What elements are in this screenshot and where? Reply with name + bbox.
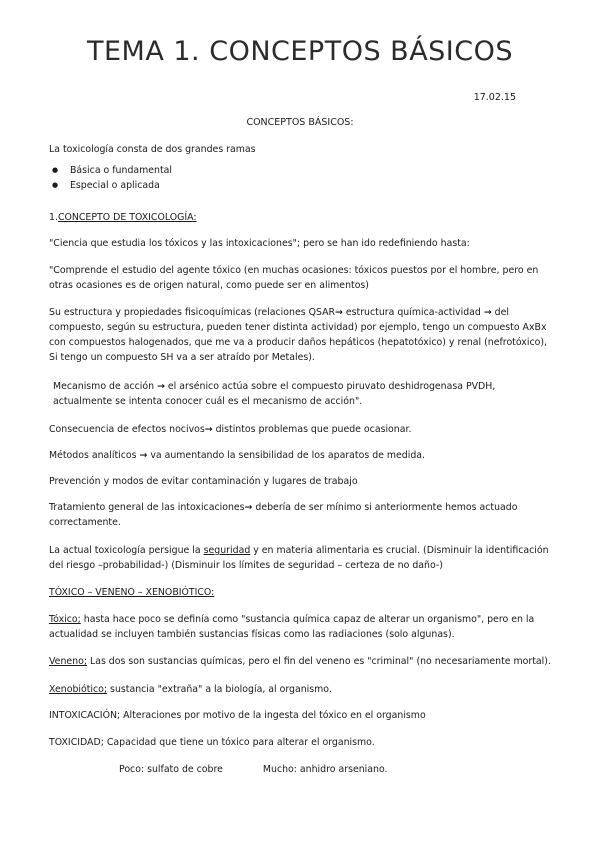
text-run: Mecanismo de acción [53,381,158,392]
paragraph: Prevención y modos de evitar contaminación y lugares de trabajo [49,476,358,487]
text-run: Su estructura y propiedades fisicoquímicas (relaciones QSAR [49,307,336,318]
toxicity-examples [49,762,600,777]
intro-text: La toxicología consta de dos grandes ramas [49,144,256,155]
definition-intoxicacion [49,708,551,723]
paragraph: "Comprende el estudio del agente tóxico (en muchas ocasiones: tóxicos puestos por el hombre, pero en otras ocasiones es de origen natural, como puede ser en alimentos) [49,265,539,291]
arrow-icon: → [157,381,165,392]
text-run: distintos problemas que puede ocasionar. [212,424,412,435]
list-item: ● Básica o fundamental [49,163,551,178]
section2-heading-text: TÓXICO – VENENO – XENOBIÓTICO: [49,587,215,598]
text-run: va aumentando la sensibilidad de los aparatos de medida. [147,450,426,461]
term-definition: sustancia "extraña" a la biología, al organismo. [107,684,332,695]
text-run: del compuesto, según su estructura, pueden tener distinta actividad) por ejemplo, tengo un compuesto AxBx con compuestos halogenados, que me va a producir daños hepáticos (hepatotóxico) y renal (nefrotóxico), Si tengo un compuesto SH va a ser atraído por Metales). [49,307,547,363]
definition-toxico [49,612,551,642]
example-high: Mucho: anhidro arseniano. [262,764,388,775]
example-low: Poco: sulfato de cobre [119,764,223,775]
intro-paragraph [49,142,551,193]
definition-xenobiotico [49,682,551,697]
branches-list [49,163,551,193]
arrow-icon: → [244,502,253,513]
paragraph: "Ciencia que estudia los tóxicos y las intoxicaciones"; pero se han ido redefiniendo hasta: [49,238,470,249]
text-run: debería de ser mínimo si anteriormente hemos actuado correctamente. [49,502,518,528]
text-run: Consecuencia de efectos nocivos [49,424,205,435]
term-definition: Capacidad que tiene un tóxico para alterar el organismo. [103,737,375,748]
text-run: y en materia alimentaria es crucial. (Disminuir la identificación del riesgo –probabilidad-) (Disminuir los límites de seguridad – certeza de no daño-) [49,545,549,571]
term-label: Veneno; [49,656,87,667]
term-label: TOXICIDAD; [49,737,104,748]
text-run: Métodos analíticos [49,450,140,461]
section2-heading [49,585,551,600]
paragraph [49,448,551,463]
section1-heading-text: CONCEPTO DE TOXICOLOGÍA: [57,212,197,223]
arrow-icon: → [204,424,213,435]
term-label: INTOXICACIÓN; [49,710,121,721]
text-run: La actual toxicología persigue la [49,545,204,556]
arrow-icon: → [139,450,148,461]
section1-number: 1. [49,212,58,223]
text-run: Tratamiento general de las intoxicaciones [49,502,245,513]
term-label: Xenobiótico; [49,684,108,695]
term-definition: Las dos son sustancias químicas, pero el fin del veneno es "criminal" (no necesariamente mortal). [87,656,551,667]
text-run: el arsénico actúa sobre el compuesto piruvato deshidrogenasa PVDH, actualmente se intenta conocer cuál es el mecanismo de acción". [53,381,496,407]
paragraph [49,379,555,409]
text-run: estructura química-actividad [342,307,484,318]
paragraph [49,543,551,573]
section-subtitle: CONCEPTOS BÁSICOS: [246,117,354,128]
arrow-icon: → [335,307,343,318]
term-definition: Alteraciones por motivo de la ingesta del tóxico en el organismo [120,710,426,721]
arrow-icon: → [483,307,492,318]
term-label: Tóxico; [49,614,81,625]
page-title: TEMA 1. CONCEPTOS BÁSICOS [86,36,514,67]
document-date: 17.02.15 [473,92,516,103]
section1-heading [49,210,551,225]
paragraph [49,500,551,530]
paragraph [49,305,551,365]
list-item: ● Especial o aplicada [49,178,551,193]
paragraph [49,422,551,437]
underlined-term: seguridad [203,545,251,556]
definition-toxicidad [49,735,551,750]
definition-veneno [49,654,551,669]
term-definition: hasta hace poco se definía como "sustancia química capaz de alterar un organismo", pero en la actualidad se incluyen también sustancias físicas como las radiaciones (solo algunas). [49,614,535,640]
